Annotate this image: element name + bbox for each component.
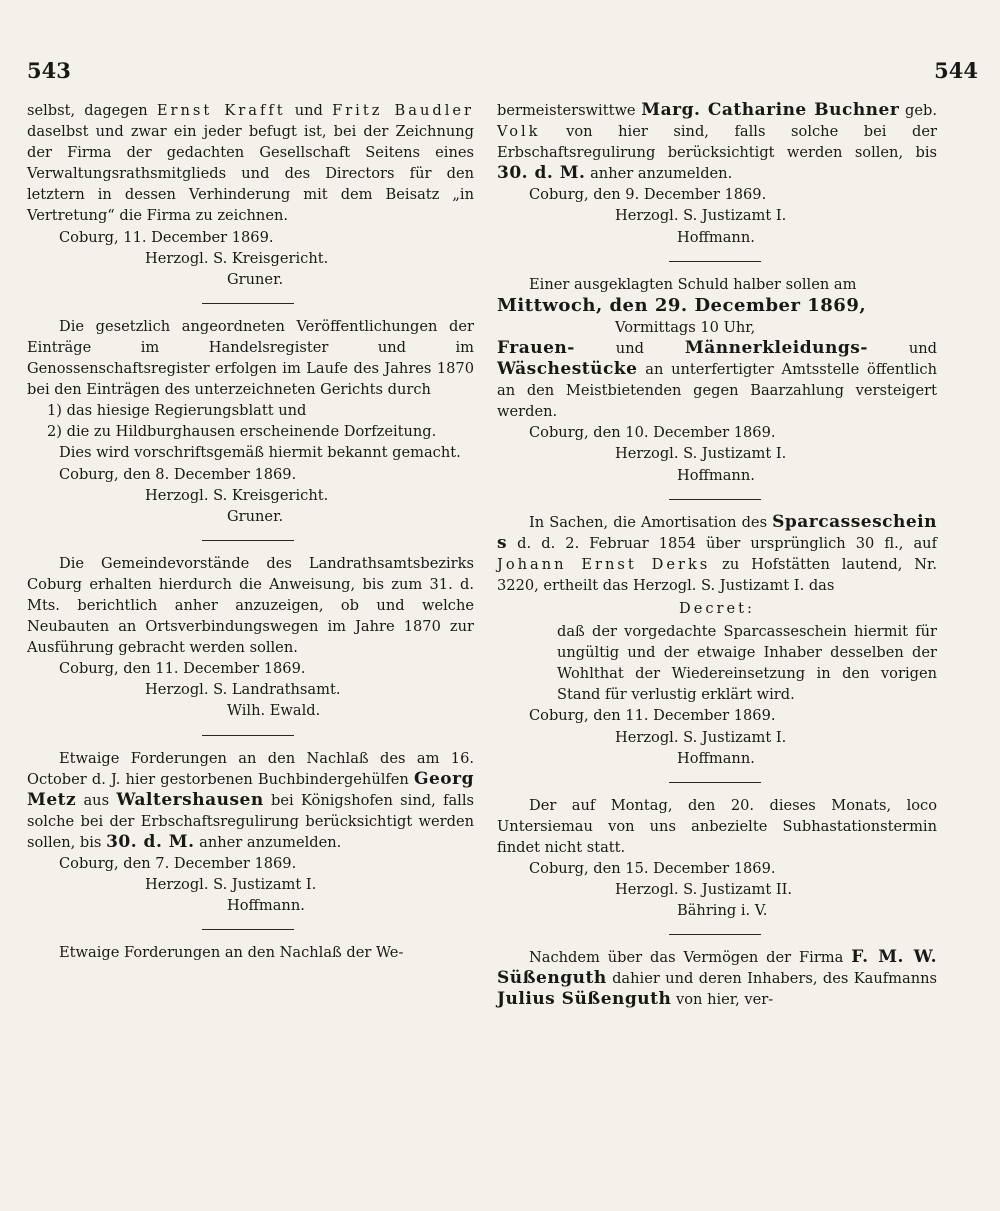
notice-signature: Hoffmann. — [227, 897, 305, 915]
notice-authority: Herzogl. S. Justizamt I. — [615, 207, 787, 225]
section-divider — [27, 722, 474, 748]
text-segment: selbst, dagegen — [27, 102, 157, 119]
document-name: Sparcasseschein s — [497, 511, 937, 553]
notice-paragraph: Einer ausgeklagten Schuld halber sollen am — [529, 275, 857, 293]
auction-date — [497, 295, 937, 317]
notice-paragraph: Die gesetzlich angeordneten Veröffentlichungen der Einträge im Handelsregister und im Genossenschaftsregister erfolgen im Laufe des Jahres 1870 bei den Einträgen des unterzeichneten Gerichts durch — [27, 317, 474, 399]
notice-signature: Gruner. — [227, 507, 284, 525]
notice-paragraph: Etwaige Forderungen an den Nachlaß der We- — [59, 944, 404, 962]
notice-authority: Herzogl. S. Justizamt I. — [615, 445, 787, 463]
notice-paragraph — [497, 338, 937, 422]
text-segment: anher anzumelden. — [585, 165, 733, 183]
item-category: Wäschestücke — [497, 359, 638, 380]
text-segment: Nachdem über das Vermögen der Firma — [529, 949, 852, 967]
notice-paragraph — [497, 947, 937, 1010]
text-segment: und — [574, 339, 685, 357]
notice-authority: Herzogl. S. Justizamt II. — [615, 881, 793, 899]
notice-signature: Wilh. Ewald. — [227, 702, 321, 720]
notice-signature: Gruner. — [227, 270, 284, 288]
text-segment: und — [285, 102, 333, 119]
notice-place-date: Coburg, den 15. December 1869. — [529, 860, 776, 877]
text-segment: bermeisterswittwe — [497, 102, 642, 119]
section-divider — [27, 916, 474, 942]
item-category: Männerkleidungs- — [684, 337, 868, 358]
page-number-left: 543 — [27, 58, 71, 83]
notice-signature: Hoffmann. — [677, 228, 755, 246]
decree-heading: Decret: — [679, 599, 755, 617]
person-name: Volk — [497, 123, 541, 141]
notice-continuation-paragraph — [27, 100, 474, 227]
notice-place-date: Coburg, den 9. December 1869. — [529, 186, 767, 204]
text-segment: daselbst und zwar ein jeder befugt ist, bei der Zeichnung der Firma der gedachten Gesellschaft Seitens eines Verwaltungsrathsmitglieds und des Directors für den letztern in dessen Verhinderung mit dem Beisatz „in Vertretung“ die Firma zu zeichnen. — [27, 123, 474, 225]
list-item: 1) das hiesige Regierungsblatt und — [47, 402, 307, 420]
section-divider — [497, 921, 937, 947]
place-name: Waltershausen — [116, 789, 264, 810]
notice-place-date: Coburg, den 11. December 1869. — [59, 660, 306, 678]
person-name: Johann Ernst Derks — [497, 555, 711, 573]
notice-authority: Herzogl. S. Justizamt I. — [615, 728, 787, 746]
firm-name: F. M. W. Süßenguth — [497, 947, 937, 989]
text-segment: an unterfertigter Amtsstelle öffentlich an den Meistbietenden gegen Baarzahlung versteigert werden. — [497, 361, 937, 421]
section-divider — [27, 290, 474, 316]
text-segment: geb. — [899, 102, 937, 119]
auction-date-text: Mittwoch, den 29. December 1869, — [497, 294, 867, 316]
text-segment: Etwaige Forderungen an den Nachlaß des am 16. October d. J. hier gestorbenen Buchbindergehülfen — [27, 749, 474, 788]
page-number-right: 544 — [934, 58, 978, 83]
person-name: Fritz Baudler — [332, 102, 474, 119]
text-segment: von hier sind, falls solche bei der Erbschaftsregulirung berücksichtigt werden sollen, bis — [497, 123, 937, 162]
notice-signature: Bähring i. V. — [677, 902, 768, 920]
notice-paragraph: Der auf Montag, den 20. dieses Monats, loco Untersiemau von uns anbezielte Subhastationstermin findet nicht statt. — [497, 796, 937, 856]
section-divider — [497, 769, 937, 795]
section-divider — [497, 486, 937, 512]
text-segment: d. d. 2. Februar 1854 über ursprünglich 30 fl., auf — [507, 534, 937, 552]
person-name: Ernst Krafft — [156, 102, 286, 119]
notice-authority: Herzogl. S. Justizamt I. — [145, 876, 317, 894]
notice-place-date: Coburg, den 11. December 1869. — [529, 707, 776, 725]
list-item: 2) die zu Hildburghausen erscheinende Dorfzeitung. — [47, 423, 437, 441]
text-segment: In Sachen, die Amortisation des — [529, 513, 773, 531]
section-divider — [497, 248, 937, 274]
person-name: Marg. Catharine Buchner — [641, 100, 900, 120]
notice-continuation-paragraph — [497, 100, 937, 184]
text-segment: bei Königshofen sind, falls solche bei der Erbschaftsregulirung berücksichtigt werden sollen, bis — [27, 791, 474, 851]
text-segment: von hier, ver- — [671, 991, 774, 1009]
notice-signature: Hoffmann. — [677, 466, 755, 484]
notice-place-date: Coburg, den 7. December 1869. — [59, 855, 297, 872]
notice-place-date: Coburg, den 10. December 1869. — [529, 424, 776, 442]
notice-paragraph: Die Gemeindevorstände des Landrathsamtsbezirks Coburg erhalten hierdurch die Anweisung, bis zum 31. d. Mts. berichtlich anher anzuzeigen, ob und welche Neubauten an Ortsverbindungswegen im Jahre 1870 zur Ausführung gebracht werden sollen. — [27, 554, 474, 657]
notice-authority: Herzogl. S. Landrathsamt. — [145, 681, 341, 699]
section-divider — [27, 527, 474, 553]
auction-time: Vormittags 10 Uhr, — [615, 318, 756, 336]
person-name: Georg Metz — [27, 768, 474, 810]
text-segment: dahier und deren Inhabers, des Kaufmanns — [606, 970, 937, 988]
right-column — [497, 100, 937, 1011]
notice-signature: Hoffmann. — [677, 749, 755, 767]
notice-paragraph — [27, 748, 474, 853]
person-name: Julius Süßenguth — [497, 989, 672, 1010]
text-segment: und — [867, 339, 937, 357]
left-column — [27, 100, 474, 963]
decree-text: daß der vorgedachte Sparcasseschein hiermit für ungültig und der etwaige Inhaber desselben der Wohlthat der Wiedereinsetzung in den vorigen Stand für verlustig erklärt wird. — [557, 623, 937, 704]
item-category: Frauen- — [497, 337, 575, 358]
text-segment: aus — [76, 791, 117, 809]
notice-authority: Herzogl. S. Kreisgericht. — [145, 486, 329, 504]
notice-paragraph — [497, 512, 937, 596]
notice-paragraph: Dies wird vorschriftsgemäß hiermit bekannt gemacht. — [59, 444, 461, 462]
text-segment: anher anzumelden. — [194, 833, 342, 851]
notice-place-date: Coburg, 11. December 1869. — [59, 228, 274, 246]
notice-authority: Herzogl. S. Kreisgericht. — [145, 249, 329, 267]
text-segment: zu Hofstätten lautend, Nr. 3220, ertheilt das Herzogl. S. Justizamt I. das — [497, 555, 937, 594]
deadline-date: 30. d. M. — [497, 163, 586, 184]
deadline-date: 30. d. M. — [106, 831, 195, 852]
notice-place-date: Coburg, den 8. December 1869. — [59, 465, 297, 483]
